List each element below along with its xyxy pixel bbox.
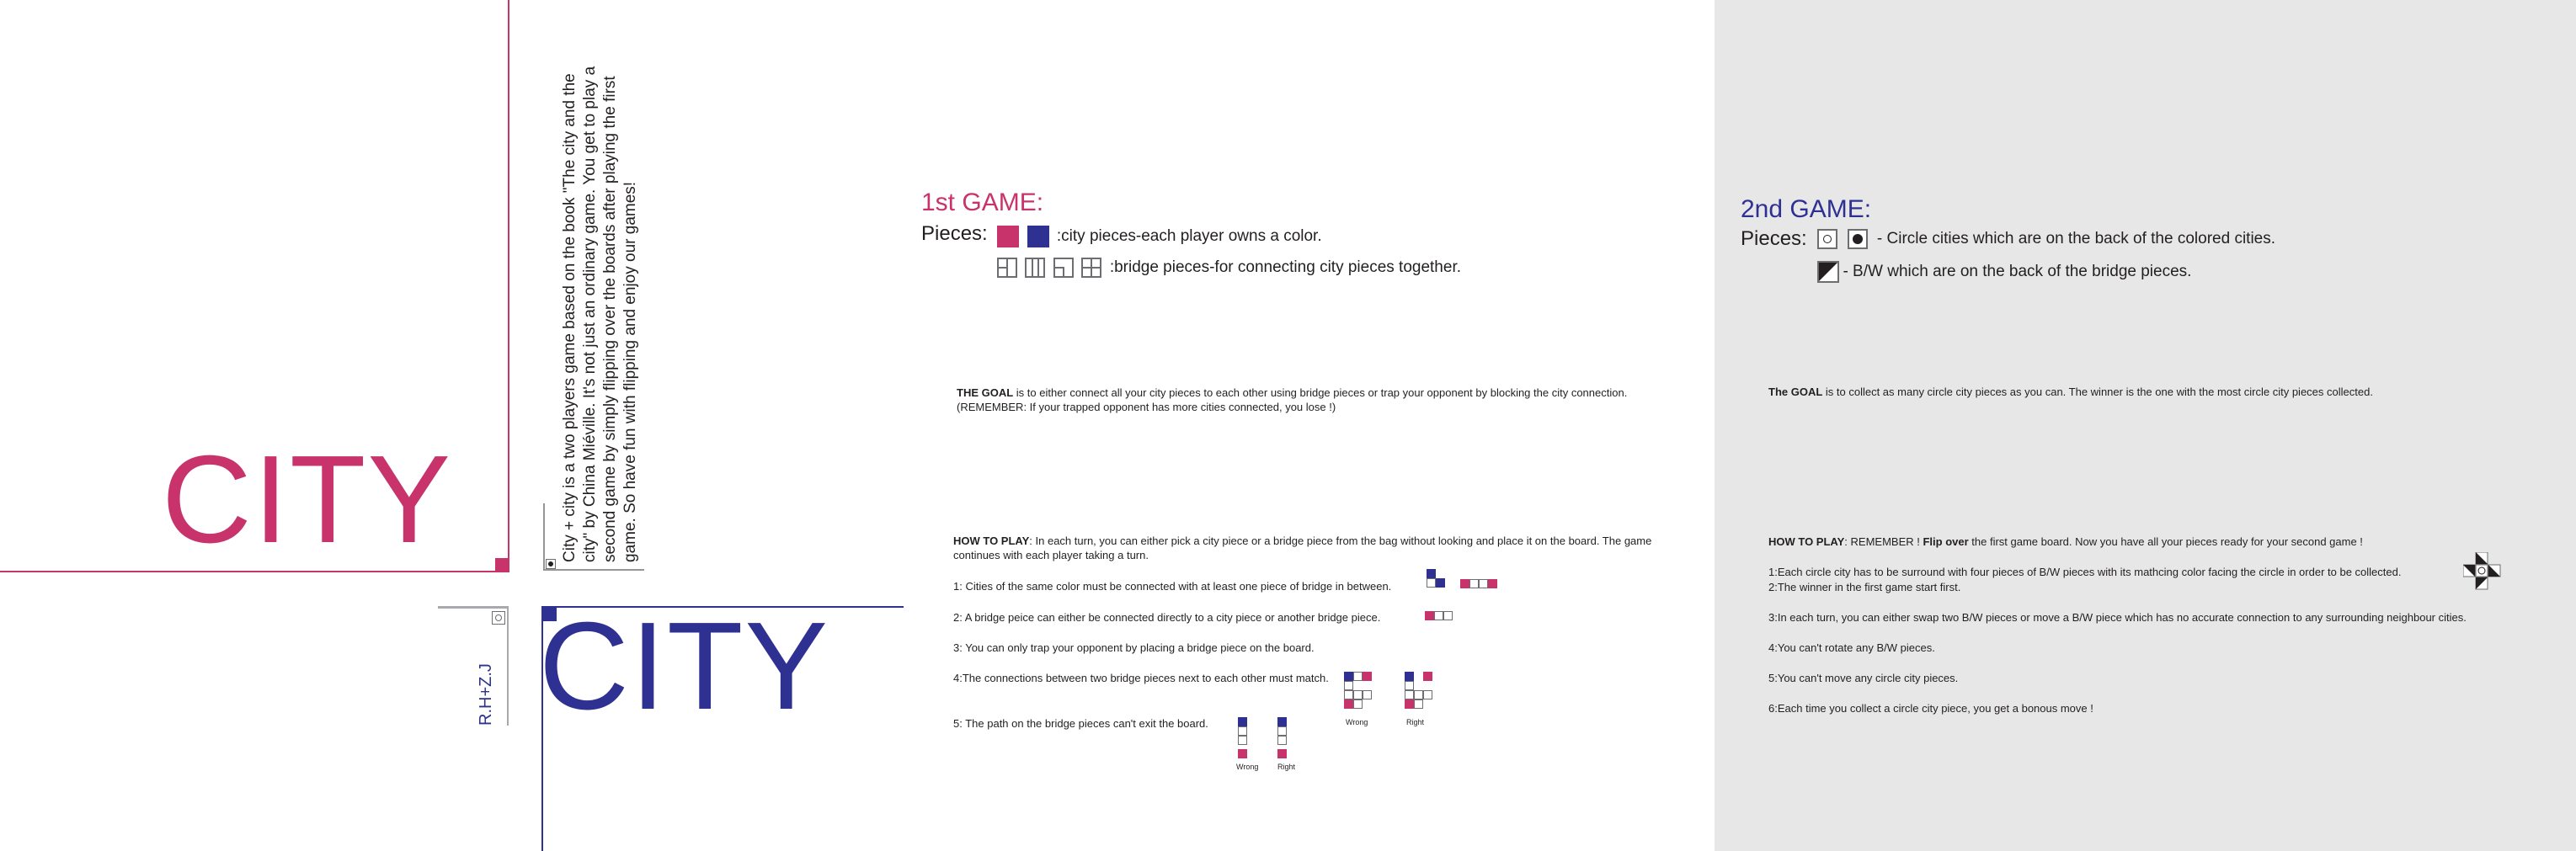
grey-top-line bbox=[438, 606, 509, 609]
game2-rule-1: 1:Each circle city has to be surround with four pieces of B/W pieces with its mathcing color facing the circle in order to be collected. bbox=[1768, 566, 2402, 578]
city-title-pink: CITY bbox=[162, 430, 453, 569]
intro-box-left bbox=[543, 503, 545, 571]
intro-text: City + city is a two players game based on the book "The city and the city" by China Miéville. It's not just an ordinary game. You get to play a second game by simply flipping over the boards after playing the first game. So have fun with flipping and enjoy our games! bbox=[561, 66, 639, 562]
game2-goal: The GOAL is to collect as many circle city pieces as you can. The winner is the one with the most circle city pieces collected. bbox=[1768, 386, 2373, 398]
game1-goal: THE GOAL is to either connect all your city pieces to each other using bridge pieces or trap your opponent by blocking the city connection. (REMEMBER: If your trapped opponent has more cities connected, you lose !) bbox=[957, 386, 1628, 413]
bridge-piece-3 bbox=[1053, 258, 1074, 278]
blue-city-piece bbox=[1027, 226, 1049, 247]
game1-rule-5: 5: The path on the bridge pieces can't exit the board. bbox=[953, 717, 1208, 730]
game1-rule-2: 2: A bridge peice can either be connected directly to a city piece or another bridge piece. bbox=[953, 611, 1381, 624]
game2-rule-2: 2:The winner in the first game start first. bbox=[1768, 581, 1961, 593]
bridge-pieces-desc: :bridge pieces-for connecting city pieces together. bbox=[1109, 258, 1461, 276]
game1-rule-4: 4:The connections between two bridge pieces next to each other must match. bbox=[953, 672, 1329, 684]
intro-box-bottom bbox=[543, 569, 644, 571]
city-pieces-row bbox=[997, 226, 1322, 247]
game2-pieces-label: Pieces: bbox=[1741, 227, 1807, 250]
circle-pieces-desc: - Circle cities which are on the back of the colored cities. bbox=[1876, 230, 2276, 247]
bridge-pieces-row bbox=[997, 258, 1461, 278]
filled-circle-piece bbox=[1848, 229, 1868, 249]
bridge-piece-4 bbox=[1081, 258, 1101, 278]
rule4-wrong-label: Wrong bbox=[1346, 718, 1368, 726]
rule4-right-label: Right bbox=[1406, 718, 1425, 726]
game2-howto: HOW TO PLAY: REMEMBER ! Flip over the first game board. Now you have all your pieces ready for your second game ! bbox=[1768, 535, 2363, 548]
small-square-icon bbox=[492, 611, 505, 625]
game2-title: 2nd GAME: bbox=[1741, 195, 1872, 223]
pink-horizontal-line bbox=[0, 571, 509, 572]
circle-pieces-row bbox=[1817, 229, 2275, 249]
hollow-circle-piece bbox=[1817, 229, 1837, 249]
bridge-piece-2 bbox=[1025, 258, 1045, 278]
game2-rule-6: 6:Each time you collect a circle city piece, you get a bonous move ! bbox=[1768, 702, 2093, 715]
bw-pieces-desc: - B/W which are on the back of the bridge pieces. bbox=[1843, 263, 2192, 280]
bw-piece-icon bbox=[1817, 261, 1839, 283]
circle-collection-icon bbox=[2463, 552, 2502, 591]
pink-corner-square bbox=[495, 558, 509, 572]
game1-rule-1: 1: Cities of the same color must be connected with at least one piece of bridge in between. bbox=[953, 580, 1392, 593]
authors: R.H+Z.J bbox=[477, 663, 495, 726]
city-title-blue: CITY bbox=[539, 597, 830, 736]
bw-pieces-row bbox=[1817, 261, 2191, 283]
pink-city-piece bbox=[997, 226, 1019, 247]
game1-title: 1st GAME: bbox=[921, 189, 1044, 216]
pink-vertical-line bbox=[508, 0, 509, 572]
game2-rule-3: 3:In each turn, you can either swap two B/W pieces or move a B/W piece which has no accurate connection to any surrounding neighbour cities. bbox=[1768, 611, 2467, 624]
city-pieces-desc: :city pieces-each player owns a color. bbox=[1056, 227, 1322, 245]
game1-rule-3: 3: You can only trap your opponent by placing a bridge piece on the board. bbox=[953, 641, 1315, 654]
game2-rule-5: 5:You can't move any circle city pieces. bbox=[1768, 672, 1959, 684]
grey-side-line bbox=[507, 606, 509, 726]
bridge-piece-1 bbox=[997, 258, 1017, 278]
rule5-right-label: Right bbox=[1277, 763, 1296, 771]
circle-city-icon bbox=[546, 559, 556, 569]
second-game-panel bbox=[1715, 0, 2576, 851]
game2-rule-4: 4:You can't rotate any B/W pieces. bbox=[1768, 641, 1935, 654]
game1-pieces-label: Pieces: bbox=[921, 222, 988, 245]
game1-howto: HOW TO PLAY: In each turn, you can either pick a city piece or a bridge piece from the bag without looking and place it on the board. The game continues with each player taking a turn. bbox=[953, 535, 1652, 561]
rule5-wrong-label: Wrong bbox=[1236, 763, 1259, 771]
